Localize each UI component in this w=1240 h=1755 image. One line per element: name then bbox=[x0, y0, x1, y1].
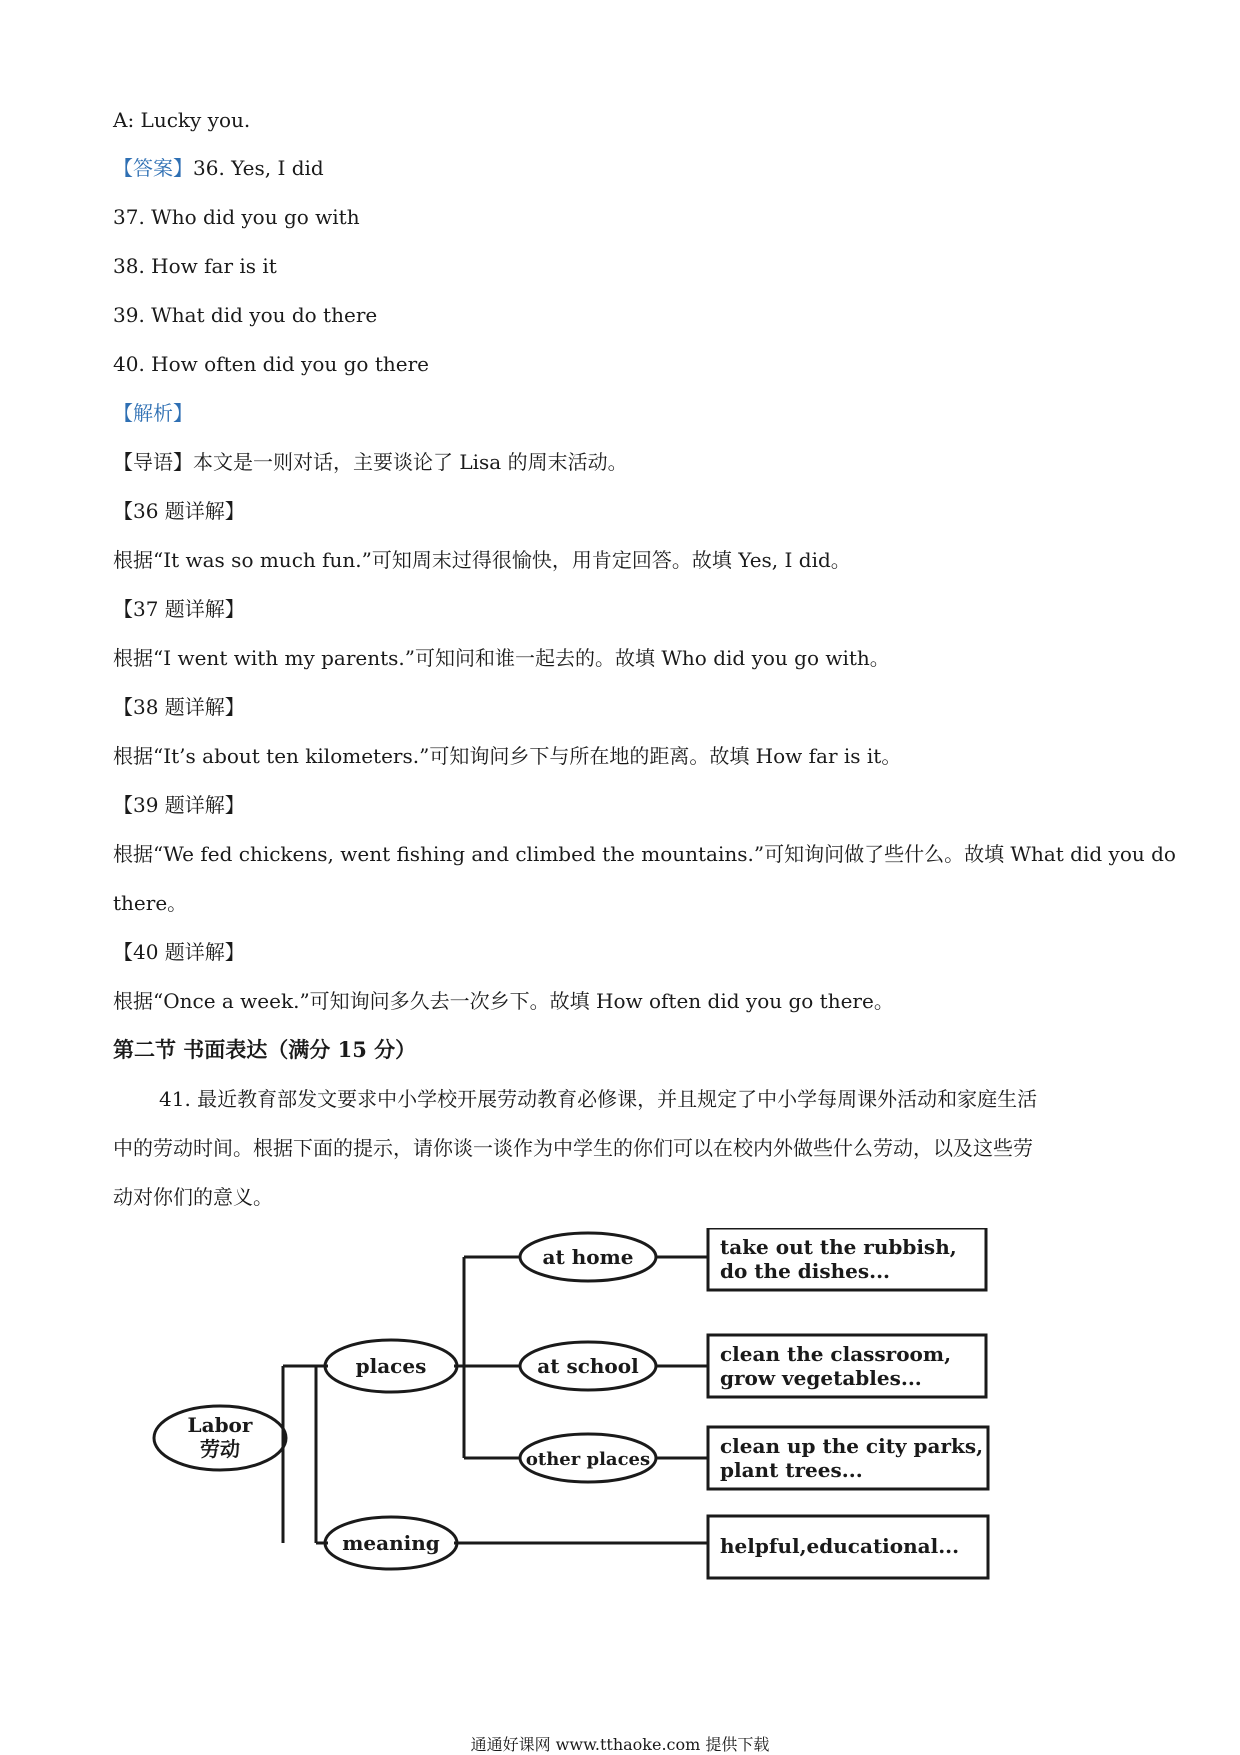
detail-heading-40: 【40 题详解】 bbox=[113, 940, 245, 964]
root-label-zh: 劳动 bbox=[200, 1437, 240, 1461]
detail-text-39: 根据“We fed chickens, went fishing and climbed the mountains.”可知询问做了些什么。故填 What did you do bbox=[113, 842, 1176, 866]
section-heading: 第二节 书面表达（满分 15 分） bbox=[113, 1037, 417, 1062]
question-41-line1: 41. 最近教育部发文要求中小学校开展劳动教育必修课，并且规定了中小学每周课外活动和家庭生活 bbox=[159, 1087, 1038, 1111]
detail-heading-37: 【37 题详解】 bbox=[113, 597, 245, 621]
dialogue-line: A: Lucky you. bbox=[113, 108, 251, 132]
home-task-1: take out the rubbish, bbox=[720, 1235, 957, 1259]
detail-heading-36: 【36 题详解】 bbox=[113, 499, 245, 523]
detail-text-38: 根据“It’s about ten kilometers.”可知询问乡下与所在地的距离。故填 How far is it。 bbox=[113, 744, 902, 768]
labor-mind-map bbox=[140, 1228, 1020, 1588]
detail-text-37: 根据“I went with my parents.”可知问和谁一起去的。故填 Who did you go with。 bbox=[113, 646, 890, 670]
meaning-box-text: helpful,educational... bbox=[720, 1534, 960, 1558]
guide-line: 【导语】本文是一则对话，主要谈论了 Lisa 的周末活动。 bbox=[113, 450, 628, 474]
meaning-label: meaning bbox=[342, 1531, 440, 1555]
answer-line bbox=[113, 154, 324, 182]
detail-heading-38: 【38 题详解】 bbox=[113, 695, 245, 719]
answer-36: 36. Yes, I did bbox=[193, 156, 324, 180]
answer-38: 38. How far is it bbox=[113, 254, 277, 278]
detail-text-40: 根据“Once a week.”可知询问多久去一次乡下。故填 How often did you go there。 bbox=[113, 989, 894, 1013]
detail-heading-39: 【39 题详解】 bbox=[113, 793, 245, 817]
places-label: places bbox=[355, 1354, 427, 1378]
answer-37: 37. Who did you go with bbox=[113, 205, 360, 229]
detail-text-36: 根据“It was so much fun.”可知周末过得很愉快，用肯定回答。故填 Yes, I did。 bbox=[113, 548, 851, 572]
other-task-1: clean up the city parks, bbox=[720, 1434, 984, 1458]
at-home-label: at home bbox=[542, 1245, 634, 1269]
question-41-line3: 动对你们的意义。 bbox=[113, 1185, 273, 1209]
other-places-label: other places bbox=[525, 1449, 651, 1470]
analysis-tag: 【解析】 bbox=[113, 401, 193, 425]
page-footer: 通通好课网 www.tthaoke.com 提供下载 bbox=[470, 1735, 770, 1754]
question-41-line2: 中的劳动时间。根据下面的提示，请你谈一谈作为中学生的你们可以在校内外做些什么劳动，以及这些劳 bbox=[113, 1136, 1033, 1160]
home-task-2: do the dishes... bbox=[720, 1259, 891, 1283]
root-label-en: Labor bbox=[187, 1413, 253, 1437]
at-school-label: at school bbox=[537, 1354, 639, 1378]
detail-text-39-cont: there。 bbox=[113, 891, 188, 915]
answer-39: 39. What did you do there bbox=[113, 303, 378, 327]
school-task-1: clean the classroom, bbox=[720, 1342, 952, 1366]
answer-tag: 【答案】 bbox=[113, 156, 193, 180]
other-task-2: plant trees... bbox=[720, 1458, 863, 1482]
answer-40: 40. How often did you go there bbox=[113, 352, 429, 376]
school-task-2: grow vegetables... bbox=[720, 1366, 922, 1390]
